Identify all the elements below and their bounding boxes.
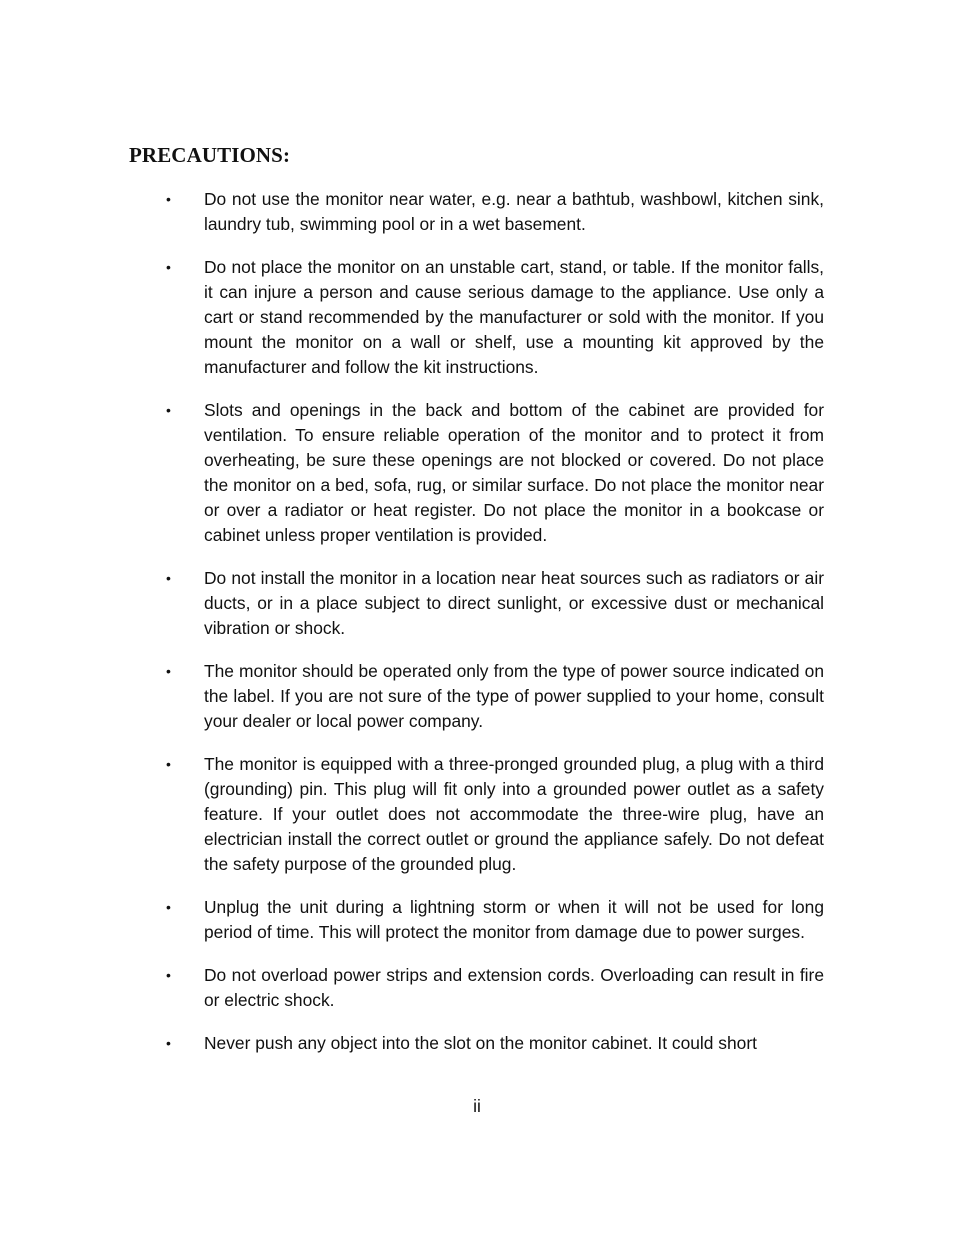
list-item <box>0 752 954 877</box>
list-item <box>0 659 954 734</box>
list-item-text: Never push any object into the slot on the monitor cabinet. It could short <box>204 1033 757 1053</box>
list-item-text: Do not overload power strips and extension cords. Overloading can result in fire or electric shock. <box>204 965 824 1010</box>
list-item-text: Do not install the monitor in a location near heat sources such as radiators or air ducts, or in a place subject to direct sunlight, or excessive dust or mechanical vibration or shock. <box>204 568 824 638</box>
list-item-text: Slots and openings in the back and bottom of the cabinet are provided for ventilation. To ensure reliable operation of the monitor and to protect it from overheating, be sure these openings are not blocked or covered. Do not place the monitor on a bed, sofa, rug, or similar surface. Do not place the monitor near or over a radiator or heat register. Do not place the monitor in a bookcase or cabinet unless proper ventilation is provided. <box>204 400 824 545</box>
list-item-text: The monitor should be operated only from the type of power source indicated on the label. If you are not sure of the type of power supplied to your home, consult your dealer or local power company. <box>204 661 824 731</box>
list-item <box>0 895 954 945</box>
list-item-text: Do not place the monitor on an unstable cart, stand, or table. If the monitor falls, it can injure a person and cause serious damage to the appliance. Use only a cart or stand recommended by the manufacturer or sold with the monitor. If you mount the monitor on a wall or shelf, use a mounting kit approved by the manufacturer and follow the kit instructions. <box>204 257 824 377</box>
bullet-icon: • <box>166 663 171 679</box>
list-item <box>0 1031 954 1056</box>
list-item <box>0 398 954 548</box>
precautions-list <box>0 187 954 1074</box>
list-item <box>0 187 954 237</box>
list-item-text: Do not use the monitor near water, e.g. near a bathtub, washbowl, kitchen sink, laundry tub, swimming pool or in a wet basement. <box>204 189 824 234</box>
bullet-icon: • <box>166 402 171 418</box>
list-item <box>0 255 954 380</box>
bullet-icon: • <box>166 191 171 207</box>
bullet-icon: • <box>166 1035 171 1051</box>
list-item <box>0 963 954 1013</box>
bullet-icon: • <box>166 967 171 983</box>
bullet-icon: • <box>166 899 171 915</box>
list-item <box>0 566 954 641</box>
page-heading: PRECAUTIONS: <box>129 143 291 167</box>
bullet-icon: • <box>166 756 171 772</box>
bullet-icon: • <box>166 570 171 586</box>
list-item-text: Unplug the unit during a lightning storm or when it will not be used for long period of time. This will protect the monitor from damage due to power surges. <box>204 897 824 942</box>
bullet-icon: • <box>166 259 171 275</box>
page-number: ii <box>473 1096 481 1116</box>
list-item-text: The monitor is equipped with a three-pronged grounded plug, a plug with a third (grounding) pin. This plug will fit only into a grounded power outlet as a safety feature. If your outlet does not accommodate the three-wire plug, have an electrician install the correct outlet or ground the appliance safely. Do not defeat the safety purpose of the grounded plug. <box>204 754 824 874</box>
